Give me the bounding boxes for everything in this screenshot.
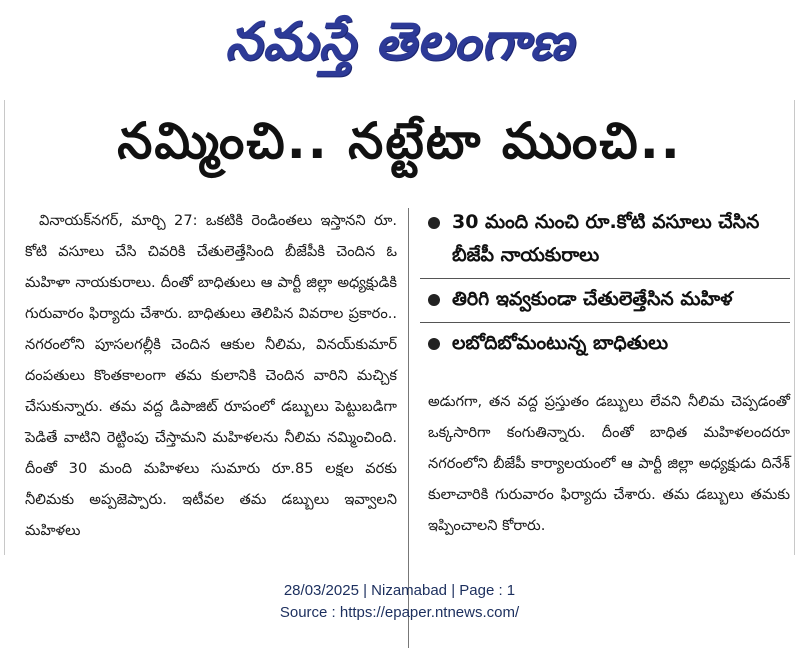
bullet-icon — [428, 217, 440, 229]
page-footer — [0, 580, 799, 624]
article-body-right: అడుగగా, తన వద్ద ప్రస్తుతం డబ్బులు లేవని నీలిమ చెప్పడంతో ఒక్కసారిగా కంగుతిన్నారు. దీంతో బాధిత మహిళలందరూ నగరంలోని బీజేపీ కార్యాలయంలో ఆ పార్టీ జిల్లా అధ్యక్షుడు దినేశ్ కులాచారికి గురువారం ఫిర్యాదు చేశారు. తమ డబ్బులు తమకు ఇప్పించాలని కోరారు. — [428, 393, 790, 534]
masthead — [0, 0, 799, 96]
highlight-text: తిరిగి ఇవ్వకుండా చేతులెత్తేసిన మహిళ — [452, 288, 733, 310]
article-clipping — [4, 100, 795, 555]
highlight-item — [420, 279, 790, 323]
bullet-icon — [428, 338, 440, 350]
highlight-item — [420, 202, 790, 279]
article-headline: నమ్మించి.. నట్టేటా ముంచి.. — [117, 112, 682, 170]
edition-info: 28/03/2025 | Nizamabad | Page : 1 — [283, 582, 516, 599]
source-link[interactable]: Source : https://epaper.ntnews.com/ — [279, 604, 520, 621]
highlight-text: లబోదిబోమంటున్న బాధితులు — [452, 332, 669, 354]
highlight-item — [420, 323, 790, 366]
highlight-text: 30 మంది నుంచి రూ.కోటి వసూలు చేసిన బీజేపీ నాయకురాలు — [452, 211, 760, 266]
article-body-right-container — [420, 386, 790, 541]
bullet-icon — [428, 294, 440, 306]
article-right-column — [420, 202, 790, 541]
article-body-left: వినాయక్‌నగర్, మార్చి 27: ఒకటికి రెండింతలు ఇస్తానని రూ. కోటి వసూలు చేసి చివరికి చేతులెత్తేసింది బీజేపీకి చెందిన ఓ మహిళా నాయకురాలు. దీంతో బాధితులు ఆ పార్టీ జిల్లా అధ్యక్షుడికి గురువారం ఫిర్యాదు చేశారు. బాధితులు తెలిపిన వివరాల ప్రకారం.. నగరంలోని పూసలగల్లీకి చెందిన ఆకుల నీలిమ, వినయ్‌కుమార్ దంపతులు కొంతకాలంగా తమ కులానికి చెందిన వారిని మచ్చిక చేసుకున్నారు. తమ వద్ద డిపాజిట్ రూపంలో డబ్బులు పెట్టుబడిగా పెడితే వాటిని రెట్టింపు చేస్తామని మహిళలను నీలిమ నమ్మించింది. దీంతో 30 మంది మహిళలు సుమారు రూ.85 లక్షల వరకు నీలిమకు అప్పజెప్పారు. ఇటీవల తమ డబ్బులు ఇవ్వాలని మహిళలు — [25, 212, 397, 539]
newspaper-logo: నమస్తే తెలంగాణ — [225, 11, 574, 72]
article-left-column — [25, 205, 397, 546]
